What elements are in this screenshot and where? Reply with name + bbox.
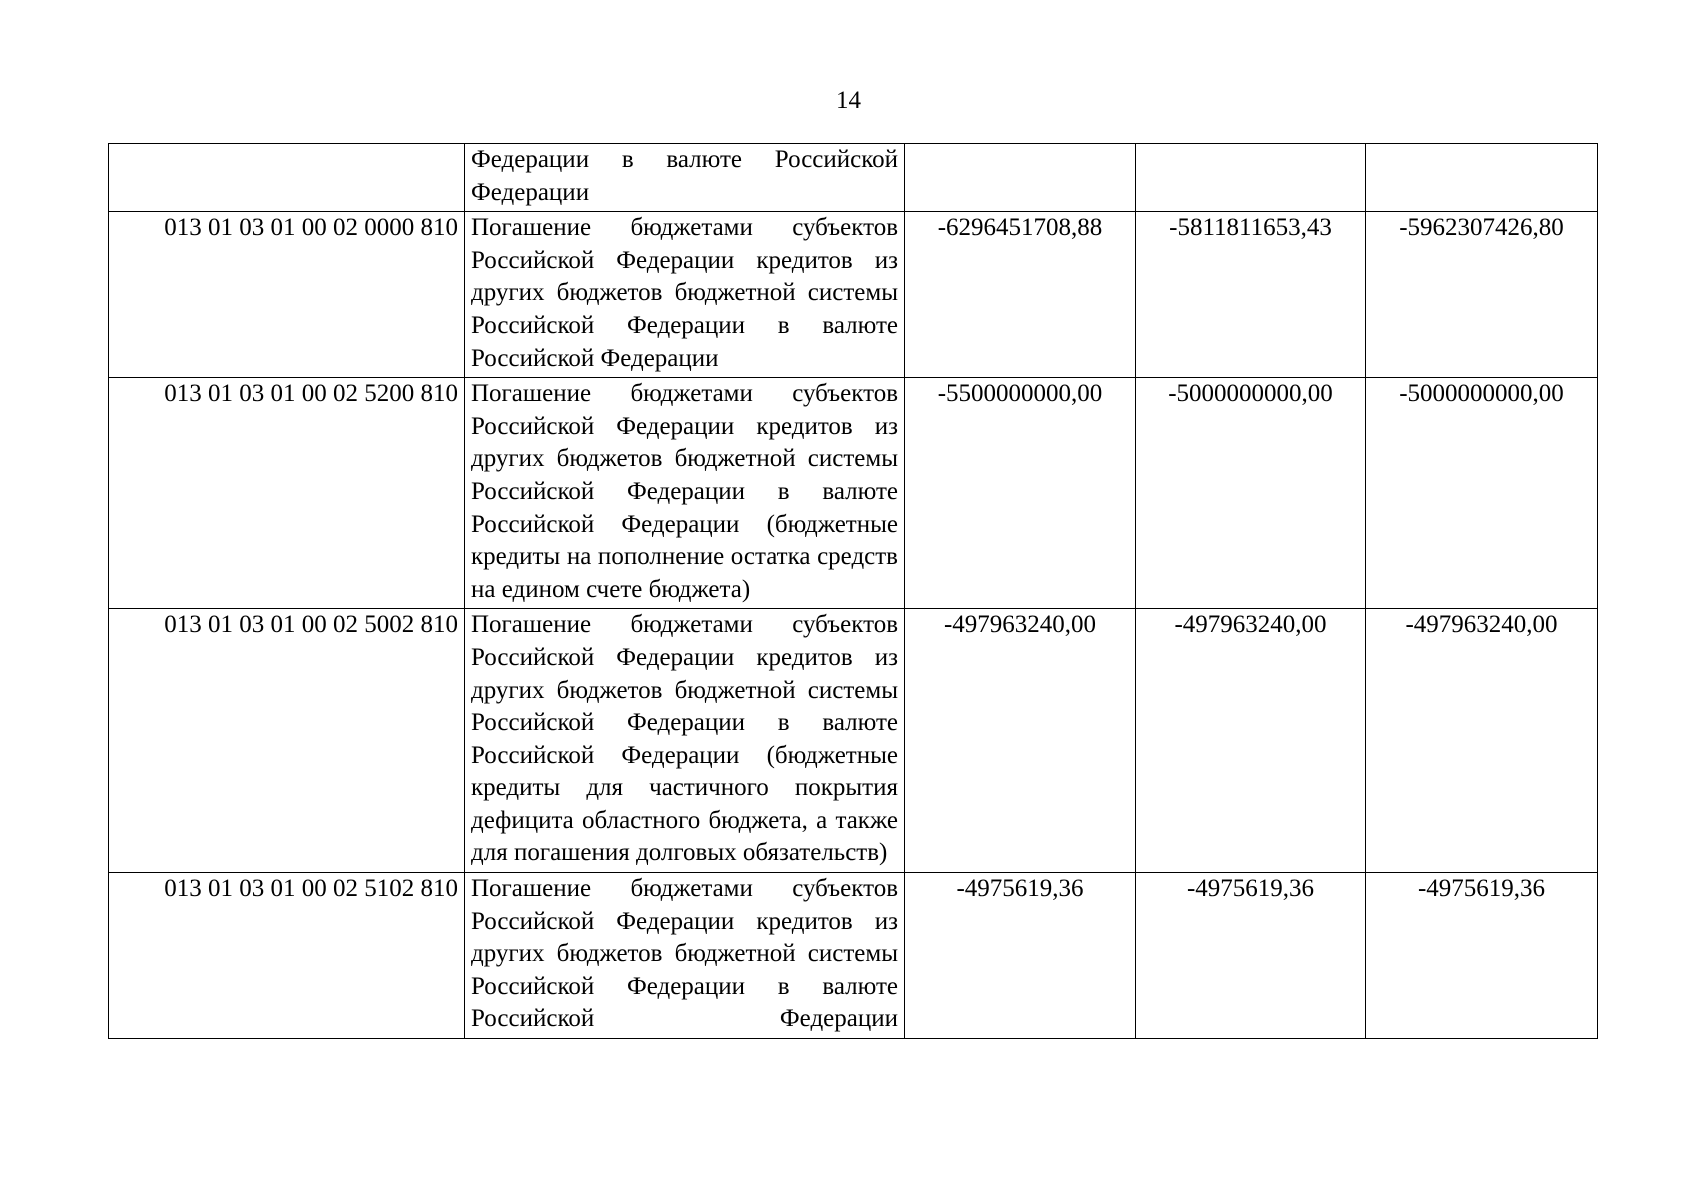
row-name: Погашение бюджетами субъектов Российской Федерации кредитов из других бюджетов бюджетной системы Российской Федерации в валюте Российской Федерации (бюджетные кредиты для частичного покрытия дефицита областного бюджета, а также для погашения долговых обязательств): [465, 609, 905, 873]
table-row: [109, 873, 1598, 1039]
row-name: Погашение бюджетами субъектов Российской Федерации кредитов из других бюджетов бюджетной системы Российской Федерации в валюте Российской Федерации: [465, 212, 905, 378]
budget-table: [108, 143, 1598, 1039]
row-code: 013 01 03 01 00 02 0000 810: [109, 212, 465, 378]
row-value-1: [905, 144, 1136, 212]
row-value-1: -6296451708,88: [905, 212, 1136, 378]
row-code: 013 01 03 01 00 02 5200 810: [109, 378, 465, 609]
table-row: [109, 378, 1598, 609]
row-code: 013 01 03 01 00 02 5002 810: [109, 609, 465, 873]
row-name: Федерации в валюте Российской Федерации: [465, 144, 905, 212]
row-value-2: -4975619,36: [1136, 873, 1366, 1039]
row-value-1: -5500000000,00: [905, 378, 1136, 609]
row-value-3: -497963240,00: [1366, 609, 1598, 873]
row-value-2: -5000000000,00: [1136, 378, 1366, 609]
row-value-3: [1366, 144, 1598, 212]
row-value-3: -5962307426,80: [1366, 212, 1598, 378]
row-code: 013 01 03 01 00 02 5102 810: [109, 873, 465, 1039]
table-row: [109, 609, 1598, 873]
row-name: Погашение бюджетами субъектов Российской Федерации кредитов из других бюджетов бюджетной системы Российской Федерации в валюте Российской Федерации: [465, 873, 905, 1039]
row-value-1: -4975619,36: [905, 873, 1136, 1039]
row-value-2: -5811811653,43: [1136, 212, 1366, 378]
row-value-3: -4975619,36: [1366, 873, 1598, 1039]
row-value-2: [1136, 144, 1366, 212]
table-row: [109, 212, 1598, 378]
row-value-1: -497963240,00: [905, 609, 1136, 873]
page-number: 14: [836, 87, 861, 114]
row-code: [109, 144, 465, 212]
table-row: [109, 144, 1598, 212]
row-value-2: -497963240,00: [1136, 609, 1366, 873]
row-name: Погашение бюджетами субъектов Российской Федерации кредитов из других бюджетов бюджетной системы Российской Федерации в валюте Российской Федерации (бюджетные кредиты на пополнение остатка средств на едином счете бюджета): [465, 378, 905, 609]
row-value-3: -5000000000,00: [1366, 378, 1598, 609]
